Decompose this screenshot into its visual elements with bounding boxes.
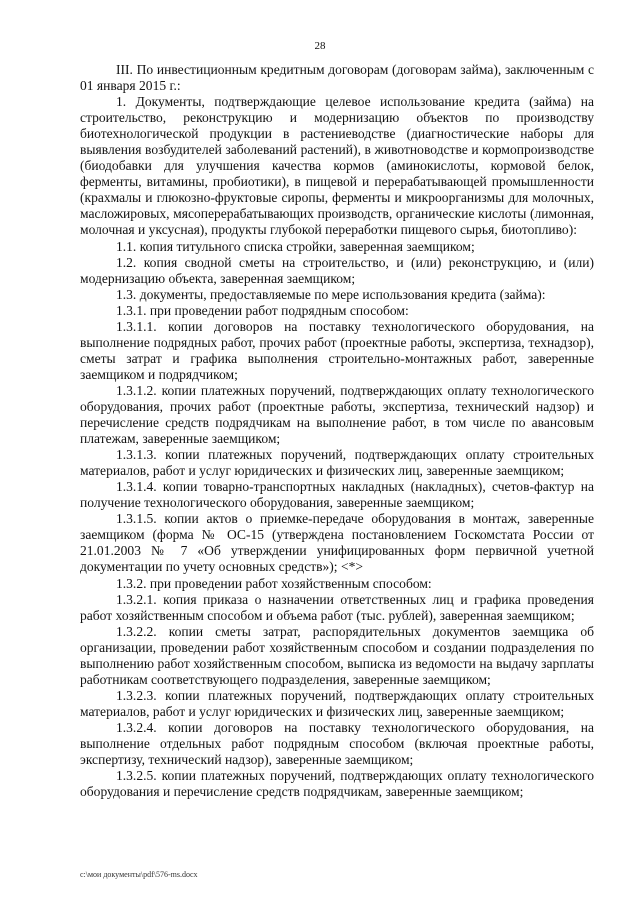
paragraph-1-3-2-2: 1.3.2.2. копии сметы затрат, распорядительных документов заемщика об организации, проведении работ хозяйственным способом и создании подразделения по выполнению работ хозяйственным способом, выписка из ведомости на выдачу зарплаты работникам соответствующего подразделения, заверенные заемщиком; — [80, 623, 594, 687]
paragraph-1-2: 1.2. копия сводной сметы на строительство, и (или) реконструкцию, и (или) модернизацию объекта, заверенная заемщиком; — [80, 254, 594, 286]
paragraph-1: 1. Документы, подтверждающие целевое использование кредита (займа) на строительство, реконструкцию и модернизацию объектов по производству биотехнологической продукции в растениеводстве (диагностические наборы для выявления возбудителей заболеваний растений), в животноводстве и кормопроизводстве (биодобавки для улучшения качества кормов (аминокислоты, кормовой белок, ферменты, витамины, пробиотики), в пищевой и перерабатывающей промышленности (крахмалы и глюкозно-фруктовые сиропы, ферменты и микроорганизмы для молочных, масложировых, мясоперерабатывающих производств, органические кислоты (лимонная, молочная и уксусная), продукты глубокой переработки пищевого сырья, биотопливо): — [80, 94, 594, 238]
paragraph-1-1: 1.1. копия титульного списка стройки, заверенная заемщиком; — [116, 238, 475, 254]
paragraph-1-3-2-1: 1.3.2.1. копия приказа о назначении ответственных лиц и графика проведения работ хозяйственным способом и объема работ (тыс. рублей), заверенная заемщиком; — [80, 591, 594, 623]
document-body — [80, 62, 594, 800]
paragraph-section-iii: III. По инвестиционным кредитным договорам (договорам займа), заключенным с 01 января 2015 г.: — [80, 62, 594, 94]
paragraph-1-3-1: 1.3.1. при проведении работ подрядным способом: — [116, 302, 409, 318]
paragraph-1-3-2-4: 1.3.2.4. копии договоров на поставку технологического оборудования, на выполнение отдельных работ подрядным способом (включая проектные работы, экспертизу, технический надзор), заверенные заемщиком; — [80, 719, 594, 768]
paragraph-1-3-1-2: 1.3.1.2. копии платежных поручений, подтверждающих оплату технологического оборудования, прочих работ (проектные работы, экспертиза, технический надзор) и перечисление средств подрядчикам на выполнение работ, в том числе по авансовым платежам, заверенные заемщиком; — [80, 382, 594, 447]
paragraph-1-3-2-3: 1.3.2.3. копии платежных поручений, подтверждающих оплату строительных материалов, работ и услуг юридических и физических лиц, заверенные заемщиком; — [80, 687, 594, 719]
paragraph-1-3-2: 1.3.2. при проведении работ хозяйственным способом: — [116, 575, 432, 591]
footer-file-path: c:\мои документы\pdf\576-ms.docx — [80, 870, 198, 879]
paragraph-1-3: 1.3. документы, предоставляемые по мере использования кредита (займа): — [116, 286, 546, 302]
paragraph-1-3-1-4: 1.3.1.4. копии товарно-транспортных накладных (накладных), счетов-фактур на получение технологического оборудования, заверенные заемщиком; — [80, 479, 594, 511]
paragraph-1-3-2-5: 1.3.2.5. копии платежных поручений, подтверждающих оплату технологического оборудования и перечисление средств подрядчикам, заверенные заемщиком; — [80, 768, 594, 800]
page-number: 28 — [314, 40, 326, 52]
paragraph-1-3-1-1: 1.3.1.1. копии договоров на поставку технологического оборудования, на выполнение подрядных работ, прочих работ (проектные работы, экспертиза, технадзор), сметы затрат и графика выполнения строительно-монтажных работ, заверенные заемщиком и подрядчиком; — [80, 318, 594, 382]
paragraph-1-3-1-5: 1.3.1.5. копии актов о приемке-передаче оборудования в монтаж, заверенные заемщиком (форма № ОС-15 (утверждена постановлением Госкомстата России от 21.01.2003 № 7 «Об утверждении унифицированных форм первичной учетной документации по учету основных средств»); <*> — [80, 511, 594, 575]
paragraph-1-3-1-3: 1.3.1.3. копии платежных поручений, подтверждающих оплату строительных материалов, работ и услуг юридических и физических лиц, заверенные заемщиком; — [80, 447, 594, 479]
